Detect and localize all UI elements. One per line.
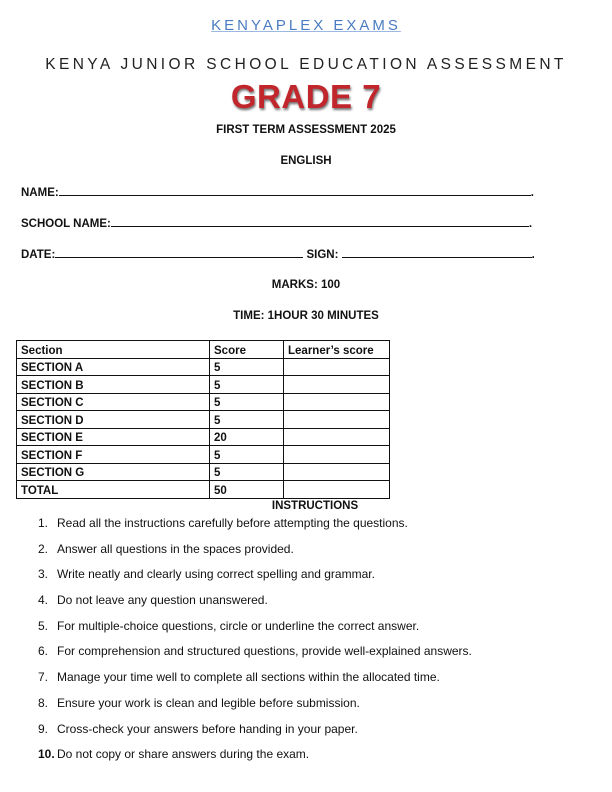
score-cell: 20 bbox=[210, 428, 284, 446]
date-label: DATE: bbox=[21, 249, 56, 261]
instructions-list bbox=[0, 516, 560, 773]
table-row bbox=[17, 393, 390, 411]
field-end: . bbox=[530, 187, 534, 199]
instruction-number: 7. bbox=[38, 670, 49, 685]
header-cell: Section bbox=[17, 341, 210, 359]
school-label: SCHOOL NAME: bbox=[21, 218, 111, 230]
time: TIME: 1HOUR 30 MINUTES bbox=[233, 310, 379, 322]
score-cell: 50 bbox=[210, 481, 284, 499]
instruction-item bbox=[0, 516, 560, 542]
section-cell: SECTION B bbox=[17, 376, 210, 394]
instruction-item bbox=[0, 644, 560, 670]
score-cell: 5 bbox=[210, 358, 284, 376]
table-row bbox=[17, 376, 390, 394]
instruction-number: 6. bbox=[38, 644, 49, 659]
header-cell: Learner’s score bbox=[284, 341, 390, 359]
section-cell: SECTION G bbox=[17, 463, 210, 481]
subject-title: ENGLISH bbox=[280, 155, 332, 167]
learner-score-cell[interactable] bbox=[284, 446, 390, 464]
table-row bbox=[17, 446, 390, 464]
instruction-item bbox=[0, 696, 560, 722]
instruction-item bbox=[0, 722, 560, 748]
instruction-item bbox=[0, 593, 560, 619]
instruction-text: Do not copy or share answers during the exam. bbox=[57, 747, 310, 762]
learner-score-cell[interactable] bbox=[284, 411, 390, 429]
instruction-item bbox=[0, 567, 560, 593]
instruction-item bbox=[0, 619, 560, 645]
score-cell: 5 bbox=[210, 446, 284, 464]
score-cell: 5 bbox=[210, 463, 284, 481]
score-cell: 5 bbox=[210, 376, 284, 394]
instruction-number: 3. bbox=[38, 567, 49, 582]
learner-score-cell[interactable] bbox=[284, 463, 390, 481]
instruction-item bbox=[0, 670, 560, 696]
instruction-text: Manage your time well to complete all sections within the allocated time. bbox=[57, 670, 440, 685]
instruction-text: Write neatly and clearly using correct spelling and grammar. bbox=[57, 567, 375, 582]
header-cell: Score bbox=[210, 341, 284, 359]
assessment-title: KENYA JUNIOR SCHOOL EDUCATION ASSESSMENT bbox=[45, 56, 567, 73]
sign-label: SIGN: bbox=[306, 249, 339, 261]
field-end: . bbox=[528, 218, 533, 230]
section-cell: SECTION C bbox=[17, 393, 210, 411]
section-cell: SECTION D bbox=[17, 411, 210, 429]
instruction-number: 2. bbox=[38, 541, 49, 556]
table-row bbox=[17, 463, 390, 481]
instruction-number: 4. bbox=[38, 593, 49, 608]
section-cell: SECTION F bbox=[17, 446, 210, 464]
brand-title: KENYAPLEX EXAMS bbox=[211, 17, 401, 34]
table-row bbox=[17, 428, 390, 446]
instruction-text: Do not leave any question unanswered. bbox=[57, 593, 268, 608]
name-field[interactable] bbox=[21, 186, 534, 199]
instructions-title: INSTRUCTIONS bbox=[271, 500, 359, 512]
date-sign-field[interactable] bbox=[21, 248, 535, 261]
table-row bbox=[17, 481, 390, 499]
table-row bbox=[17, 411, 390, 429]
learner-score-cell[interactable] bbox=[284, 376, 390, 394]
instruction-text: For comprehension and structured questions, provide well-explained answers. bbox=[57, 644, 472, 659]
grade-title: GRADE 7 bbox=[230, 78, 382, 115]
school-name-field[interactable] bbox=[21, 217, 532, 230]
table-row bbox=[17, 358, 390, 376]
field-end: . bbox=[531, 249, 535, 261]
instruction-number: 1. bbox=[38, 516, 49, 530]
learner-score-cell[interactable] bbox=[284, 393, 390, 411]
name-label: NAME: bbox=[21, 187, 59, 199]
instruction-number: 10. bbox=[38, 747, 55, 762]
instruction-text: Answer all questions in the spaces provided. bbox=[57, 541, 294, 556]
instruction-item bbox=[0, 747, 560, 773]
term-title: FIRST TERM ASSESSMENT 2025 bbox=[216, 124, 396, 136]
learner-score-cell[interactable] bbox=[284, 358, 390, 376]
learner-score-cell[interactable] bbox=[284, 428, 390, 446]
learner-score-cell[interactable] bbox=[284, 481, 390, 499]
section-cell: TOTAL bbox=[17, 481, 210, 499]
instruction-item bbox=[0, 542, 560, 568]
score-table bbox=[16, 340, 390, 499]
instruction-text: Ensure your work is clean and legible before submission. bbox=[57, 695, 360, 710]
instruction-text: Read all the instructions carefully before attempting the questions. bbox=[57, 516, 408, 530]
instruction-text: For multiple-choice questions, circle or underline the correct answer. bbox=[57, 618, 420, 633]
score-cell: 5 bbox=[210, 411, 284, 429]
instruction-text: Cross-check your answers before handing in your paper. bbox=[57, 721, 358, 736]
section-cell: SECTION A bbox=[17, 358, 210, 376]
table-header-row bbox=[17, 341, 390, 359]
instruction-number: 5. bbox=[38, 618, 49, 633]
marks: MARKS: 100 bbox=[271, 279, 341, 291]
score-cell: 5 bbox=[210, 393, 284, 411]
instruction-number: 9. bbox=[38, 721, 49, 736]
section-cell: SECTION E bbox=[17, 428, 210, 446]
instruction-number: 8. bbox=[38, 695, 49, 710]
